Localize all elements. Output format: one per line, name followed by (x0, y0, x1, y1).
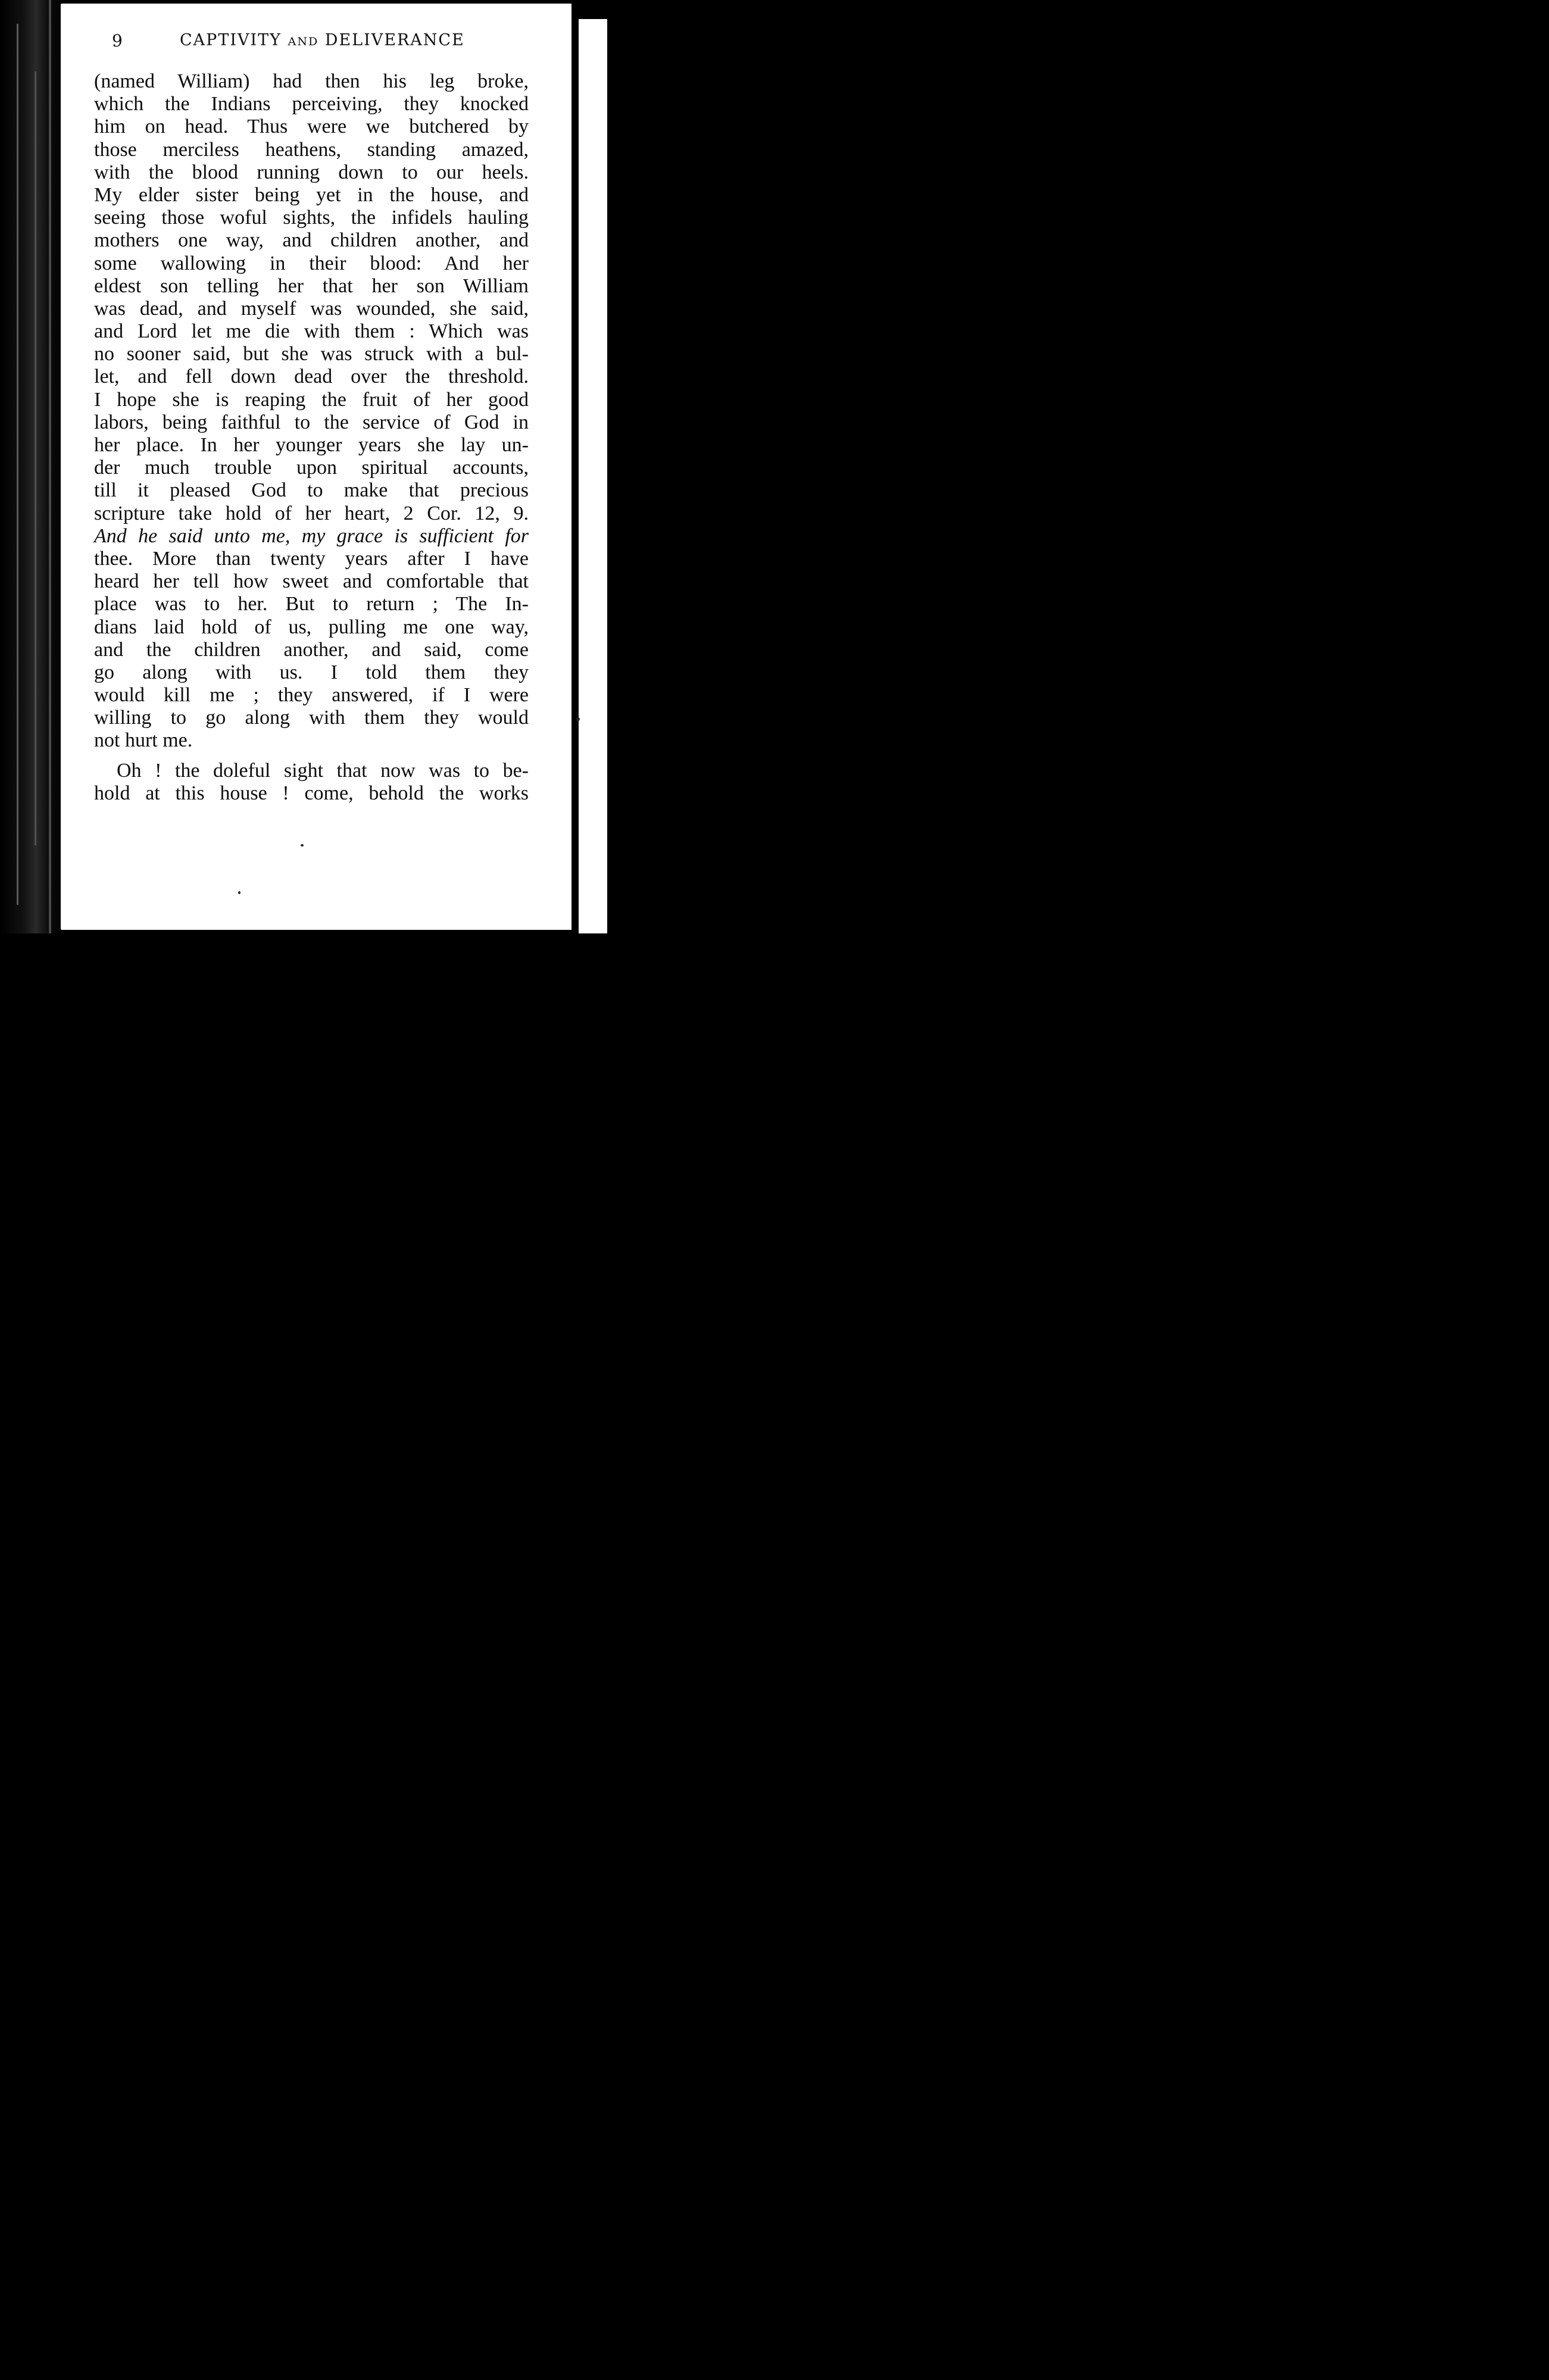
page-number: 9 (112, 31, 123, 51)
text-line: some wallowing in their blood: And her (94, 252, 529, 274)
text-line: (named William) had then his leg broke, (94, 70, 529, 92)
text-line: willing to go along with them they would (94, 707, 529, 729)
text-line: her place. In her younger years she lay un- (94, 434, 529, 456)
scanned-page (0, 0, 607, 933)
text-line: no sooner said, but she was struck with a bul- (94, 343, 529, 366)
text-line-italic: And he said unto me, my grace is sufficient for (94, 524, 529, 547)
paragraph (94, 760, 529, 805)
running-head-tail: DELIVERANCE (324, 31, 465, 49)
paragraph-gap (94, 752, 529, 760)
text-line: till it pleased God to make that precious (94, 479, 529, 502)
text-line: with the blood running down to our heels. (94, 161, 529, 183)
facing-page-strip (579, 19, 607, 933)
gutter-streak (49, 0, 51, 933)
page-header (111, 31, 504, 57)
text-line: thee. More than twenty years after I have (94, 547, 529, 570)
text-line: and Lord let me die with them : Which was (94, 320, 529, 343)
text-line: dians laid hold of us, pulling me one way, (94, 616, 529, 638)
text-line: go along with us. I told them they (94, 661, 529, 683)
ink-speck (238, 891, 241, 894)
running-head-small: AND (288, 35, 319, 48)
text-line: Oh ! the doleful sight that now was to be- (117, 759, 529, 782)
gutter-streak (17, 24, 18, 905)
text-line: him on head. Thus were we butchered by (94, 115, 529, 138)
text-line: would kill me ; they answered, if I were (94, 684, 529, 707)
gutter-streak (35, 71, 36, 845)
text-line: place was to her. But to return ; The In- (94, 593, 529, 616)
text-line: labors, being faithful to the service of God in (94, 411, 529, 433)
text-line: My elder sister being yet in the house, and (94, 183, 529, 206)
book-gutter (0, 0, 65, 933)
body-text (94, 70, 529, 805)
text-line: let, and fell down dead over the threshold. (94, 366, 529, 388)
paragraph (94, 70, 529, 752)
text-line: seeing those woful sights, the infidels hauling (94, 207, 529, 229)
ink-speck (576, 717, 580, 721)
running-head (180, 31, 465, 49)
text-line: mothers one way, and children another, and (94, 229, 529, 252)
text-line: not hurt me. (94, 729, 193, 752)
text-line: and the children another, and said, come (94, 638, 529, 661)
text-line: heard her tell how sweet and comfortable that (94, 570, 529, 593)
text-line: scripture take hold of her heart, 2 Cor. 12, 9. (94, 502, 529, 524)
ink-speck (301, 844, 304, 847)
text-line: which the Indians perceiving, they knocked (94, 93, 529, 115)
text-line: der much trouble upon spiritual accounts, (94, 457, 529, 479)
running-head-main: CAPTIVITY (180, 31, 282, 49)
text-line: was dead, and myself was wounded, she said, (94, 297, 529, 320)
text-line: eldest son telling her that her son William (94, 274, 529, 297)
text-line: hold at this house ! come, behold the works (94, 782, 529, 804)
text-line: I hope she is reaping the fruit of her good (94, 388, 529, 411)
text-line: those merciless heathens, standing amazed, (94, 138, 529, 161)
